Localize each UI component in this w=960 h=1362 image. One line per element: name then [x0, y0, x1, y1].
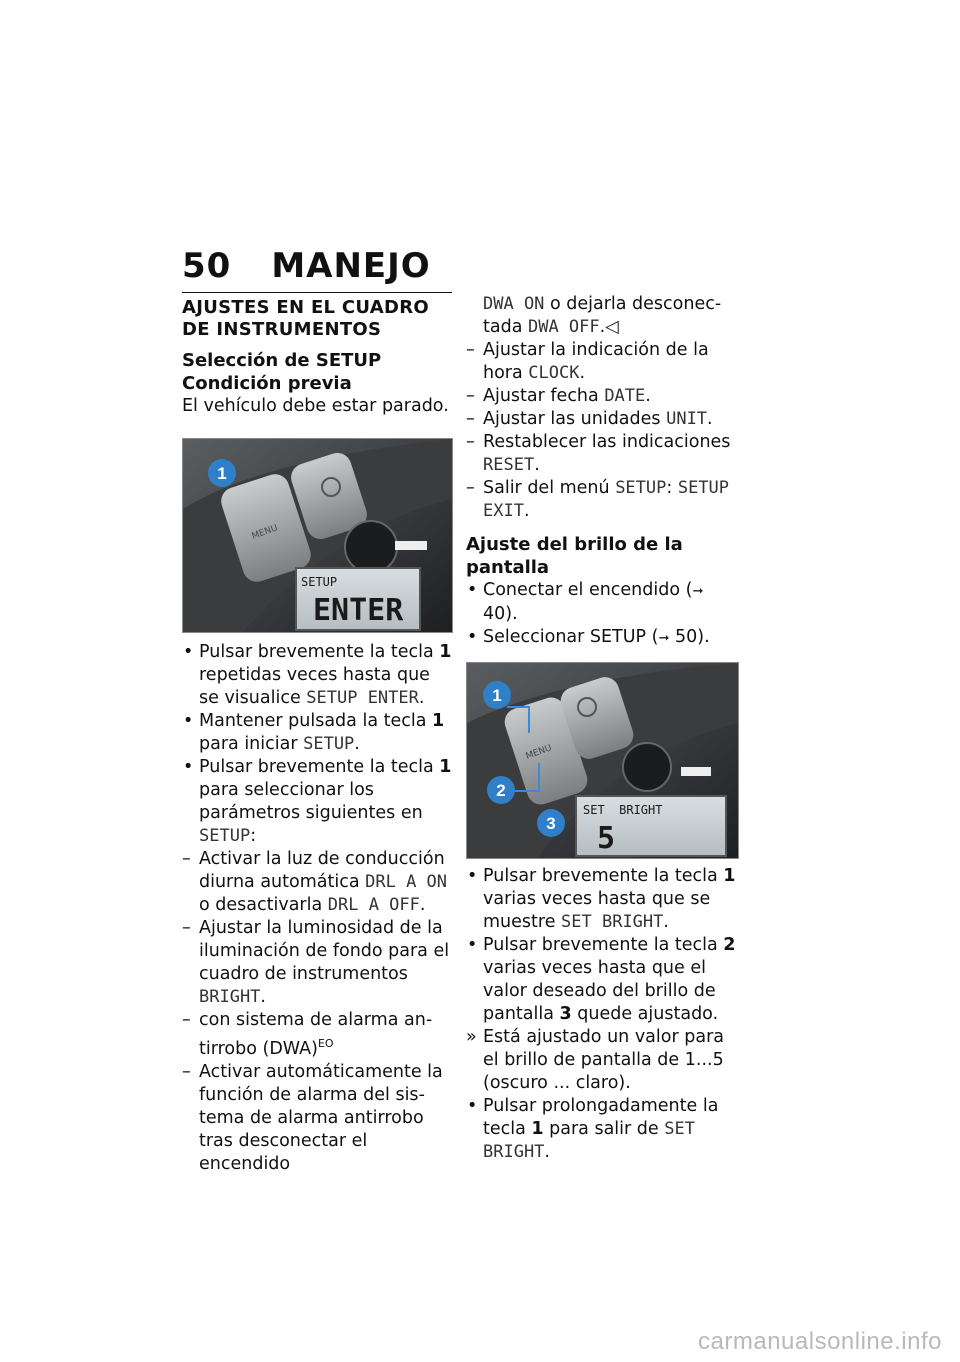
section-title: AJUSTES EN EL CUADRO DE INSTRUMENTOS — [182, 297, 429, 340]
page-header — [182, 246, 431, 286]
list-item: – Ajustar las unidades UNIT. — [466, 408, 736, 431]
precondition-text: El vehículo debe estar parado. — [182, 396, 449, 416]
watermark: carmanualsonline.info — [698, 1328, 942, 1355]
precondition-title: Condición previa — [182, 373, 352, 394]
page-reference-arrow-icon: ➞ — [692, 584, 704, 599]
list-item: – Ajustar la luminosidad de la iluminación de fondo para el cuadro de instrumentos BRIGHT. — [182, 917, 452, 1009]
right-column — [466, 293, 736, 1164]
list-item: – Ajustar fecha DATE. — [466, 385, 736, 408]
list-item: • Pulsar brevemente la tecla 2 varias veces hasta que el valor deseado del brillo de pantalla 3 quede ajustado. — [466, 934, 736, 1026]
page-number: 50 — [182, 246, 232, 286]
list-item: • Conectar el encendido (➞ 40). — [466, 579, 736, 626]
list-item: • Seleccionar SETUP (➞ 50). — [466, 626, 736, 650]
page-reference-arrow-icon: ➞ — [658, 631, 670, 646]
callout-1: 1 — [483, 681, 511, 709]
lcd-top-text: SETUP — [301, 575, 338, 589]
lcd-top-text: SET BRIGHT — [583, 803, 663, 817]
callout-1: 1 — [208, 459, 236, 487]
list-item: • Pulsar brevemente la tecla 1 repetidas veces hasta que se visualice SETUP ENTER. — [182, 641, 452, 710]
menu-label: MENU — [524, 743, 554, 762]
left-column — [182, 292, 452, 1176]
figure-menu-button-setup — [182, 438, 453, 633]
subsection-title: Selección de SETUP — [182, 350, 382, 371]
list-item: • Pulsar brevemente la tecla 1 para seleccionar los parámetros siguientes en SETUP: — [182, 756, 452, 848]
list-item: – Activar la luz de conducción diurna automática DRL A ON o desactivarla DRL A OFF. — [182, 848, 452, 917]
section-divider — [182, 292, 452, 293]
callout-2: 2 — [487, 776, 515, 804]
lcd-display — [295, 567, 421, 631]
list-item: • Pulsar prolongadamente la tecla 1 para salir de SET BRIGHT. — [466, 1095, 736, 1164]
list-item: – Activar automáticamente la función de alarma del sistema de alarma antirrobo tras desconectar el encendido — [182, 1061, 452, 1176]
end-mark-icon: ◁ — [605, 317, 619, 337]
callout-3: 3 — [537, 809, 565, 837]
list-item: • Mantener pulsada la tecla 1 para iniciar SETUP. — [182, 710, 452, 756]
lcd-main-text: 5 — [597, 821, 616, 856]
figure-set-bright — [466, 662, 739, 859]
list-item: – Salir del menú SETUP: SETUP EXIT. — [466, 477, 736, 523]
list-item: • Pulsar brevemente la tecla 1 varias veces hasta que se muestre SET BRIGHT. — [466, 865, 736, 934]
lcd-main-text: ENTER — [313, 593, 404, 628]
menu-label: MENU — [250, 523, 280, 542]
subsection-title: Ajuste del brillo de la pantalla — [466, 534, 683, 578]
list-item: – con sistema de alarma antirrobo (DWA)$^{EO}$ — [182, 1009, 452, 1061]
chapter-title: MANEJO — [271, 246, 431, 286]
lcd-display — [575, 795, 727, 857]
list-item: – Restablecer las indicaciones RESET. — [466, 431, 736, 477]
list-item: – Ajustar la indicación de la hora CLOCK. — [466, 339, 736, 385]
list-item-continued: DWA ON o dejarla desconectada DWA OFF.◁ — [483, 294, 722, 337]
list-item-result: » Está ajustado un valor para el brillo de pantalla de 1...5 (oscuro ... claro). — [466, 1026, 736, 1095]
